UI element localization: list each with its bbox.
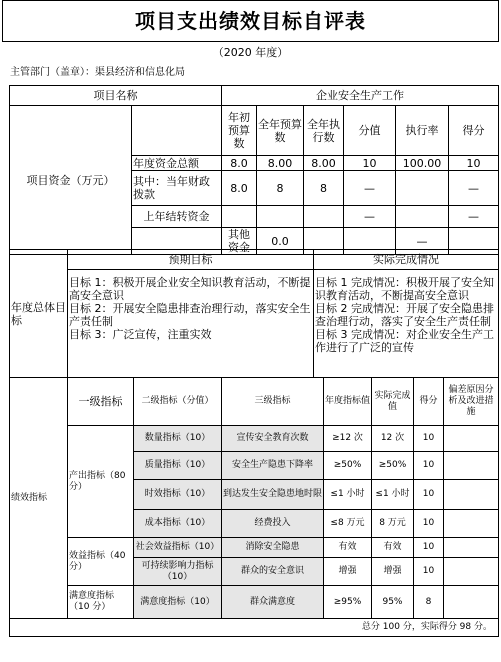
expected-goal-header: 预期目标: [68, 250, 314, 270]
funds-cell: 0.0: [257, 228, 304, 255]
funds-cell: —: [344, 206, 396, 228]
funds-header-blank: [132, 106, 222, 156]
level3-indicator: 安全生产隐患下降率: [222, 452, 324, 480]
score: 10: [414, 510, 444, 538]
perf-header: 二级指标（分值）: [134, 378, 222, 426]
funds-cell: 10: [344, 156, 396, 171]
score: 10: [414, 426, 444, 452]
funds-cell: —: [449, 171, 499, 206]
funds-label: 项目资金（万元）: [10, 106, 132, 255]
funds-header: 全年预算数: [257, 106, 304, 156]
department-label: 主管部门（盖章）：渠县经济和信息化局: [10, 67, 185, 78]
actual-value: 增强: [372, 558, 414, 586]
actual-goal-header: 实际完成情况: [314, 250, 499, 270]
perf-header: 偏差原因分析及改进措施: [444, 378, 499, 426]
funds-cell: —: [344, 171, 396, 206]
target-value: ≥12 次: [324, 426, 372, 452]
deviation-note: [444, 558, 499, 586]
perf-header: 得分: [414, 378, 444, 426]
perf-header: 实际完成值: [372, 378, 414, 426]
score: 10: [414, 558, 444, 586]
total-score-summary: 总分 100 分，实际得分 98 分。: [10, 619, 499, 637]
funds-cell: —: [396, 228, 449, 255]
actual-value: 95%: [372, 586, 414, 619]
level2-indicator: 成本指标（10）: [134, 510, 222, 538]
funds-cell: 10: [449, 156, 499, 171]
level2-indicator: 时效指标（10）: [134, 480, 222, 510]
deviation-note: [444, 586, 499, 619]
funds-header: 年初预算数: [222, 106, 257, 156]
funds-cell: [257, 206, 304, 228]
level3-indicator: 经费投入: [222, 510, 324, 538]
funds-cell: [396, 171, 449, 206]
group-output: 产出指标（80 分）: [68, 426, 134, 538]
funds-cell: 8.0: [222, 171, 257, 206]
funds-header: 得分: [449, 106, 499, 156]
level3-indicator: 群众满意度: [222, 586, 324, 619]
expected-goal-item: 目标 3：广泛宣传，注重实效: [69, 328, 212, 341]
level2-indicator: 可持续影响力指标（10）: [134, 558, 222, 586]
funds-header: 执行率: [396, 106, 449, 156]
actual-value: 12 次: [372, 426, 414, 452]
year-label: （2020 年度）: [212, 46, 289, 59]
actual-goal-item: 目标 2 完成情况：开展了安全隐患排查治理行动，落实了安全生产责任制: [315, 302, 494, 328]
funds-goals-table: [9, 85, 499, 255]
target-value: 有效: [324, 538, 372, 558]
deviation-note: [444, 480, 499, 510]
funds-cell: —: [449, 206, 499, 228]
funds-cell: 8.0: [222, 156, 257, 171]
expected-goal-item: 目标 1：积极开展企业安全知识教育活动，不断提高安全意识: [69, 276, 311, 302]
target-value: 增强: [324, 558, 372, 586]
level3-indicator: 消除安全隐患: [222, 538, 324, 558]
funds-cell: 8: [304, 171, 344, 206]
funds-row-name: 上年结转资金: [132, 206, 222, 228]
group-satisfaction: 满意度指标（10 分）: [68, 586, 134, 619]
expected-goal-item: 目标 2：开展安全隐患排查治理行动，落实安全生产责任制: [69, 302, 311, 328]
target-value: ≥95%: [324, 586, 372, 619]
score: 10: [414, 452, 444, 480]
deviation-note: [444, 426, 499, 452]
funds-row-name: 年度资金总额: [132, 156, 222, 171]
funds-cell: 100.00: [396, 156, 449, 171]
actual-goal-item: 目标 3 完成情况：对企业安全生产工作进行了广泛的宣传: [315, 328, 494, 354]
score: 8: [414, 586, 444, 619]
project-name-value: 企业安全生产工作: [222, 86, 499, 106]
performance-label: 绩效指标: [10, 378, 68, 619]
page-title: 项目支出绩效目标自评表: [2, 0, 499, 42]
actual-value: 有效: [372, 538, 414, 558]
level3-indicator: 群众的安全意识: [222, 558, 324, 586]
funds-row-name: 其他资金: [222, 228, 257, 255]
goals-table: [9, 249, 499, 378]
funds-cell: 8: [257, 171, 304, 206]
deviation-note: [444, 510, 499, 538]
actual-value: ≥50%: [372, 452, 414, 480]
target-value: ≤1 小时: [324, 480, 372, 510]
level2-indicator: 社会效益指标（10）: [134, 538, 222, 558]
level2-indicator: 质量指标（10）: [134, 452, 222, 480]
actual-goal-item: 目标 1 完成情况：积极开展了安全知识教育活动，不断提高安全意识: [315, 276, 494, 302]
level2-indicator: 数量指标（10）: [134, 426, 222, 452]
deviation-note: [444, 538, 499, 558]
funds-header: 分值: [344, 106, 396, 156]
funds-cell: [222, 206, 257, 228]
target-value: ≥50%: [324, 452, 372, 480]
project-name-label: 项目名称: [10, 86, 222, 106]
level2-indicator: 满意度指标（10）: [134, 586, 222, 619]
score: 10: [414, 480, 444, 510]
perf-header: 一级指标: [68, 378, 134, 426]
score: 10: [414, 538, 444, 558]
funds-cell: [304, 206, 344, 228]
expected-goals: [68, 270, 314, 378]
deviation-note: [444, 452, 499, 480]
actual-value: 8 万元: [372, 510, 414, 538]
target-value: ≤8 万元: [324, 510, 372, 538]
performance-table: [9, 377, 499, 637]
funds-cell: 8.00: [257, 156, 304, 171]
perf-header: 三级指标: [222, 378, 324, 426]
funds-header: 全年执行数: [304, 106, 344, 156]
level3-indicator: 宣传安全教育次数: [222, 426, 324, 452]
group-benefit: 效益指标（40 分）: [68, 538, 134, 586]
actual-value: ≤1 小时: [372, 480, 414, 510]
funds-row-name: 其中：当年财政拨款: [132, 171, 222, 206]
perf-header: 年度指标值: [324, 378, 372, 426]
goals-label: 年度总体目标: [10, 250, 68, 378]
level3-indicator: 到达发生安全隐患地时限: [222, 480, 324, 510]
actual-goals: [314, 270, 499, 378]
funds-cell: [396, 206, 449, 228]
funds-cell: 8.00: [304, 156, 344, 171]
